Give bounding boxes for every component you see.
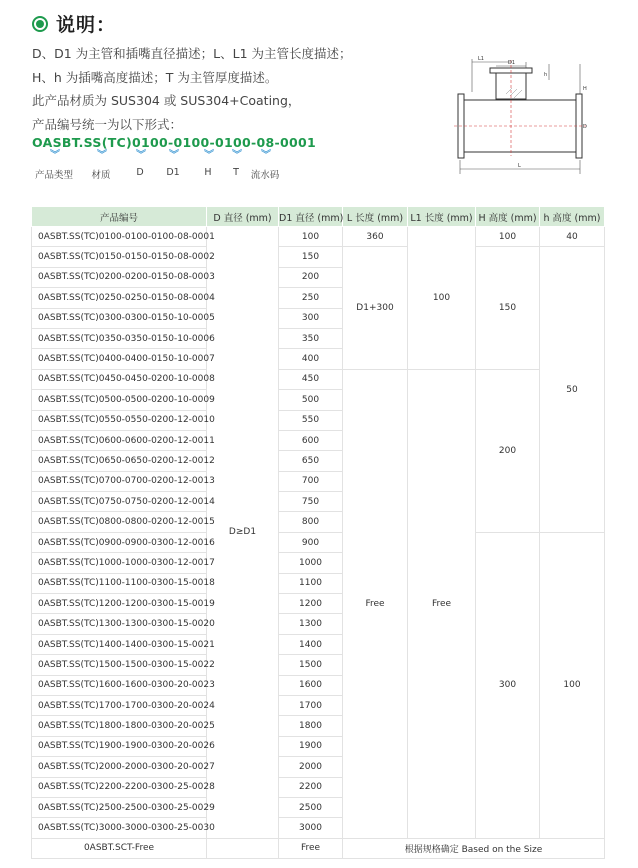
col-header: h 高度 (mm) [540,207,605,227]
d1-diameter-cell: 550 [279,410,343,430]
table-row [32,369,605,389]
chevron-down-icon: ︾ [232,150,240,161]
product-code-cell: 0ASBT.SS(TC)1200-1200-0300-15-0019 [32,594,207,614]
d1-diameter-cell: 500 [279,390,343,410]
d1-diameter-cell: 1600 [279,675,343,695]
d1-diameter-cell: 350 [279,328,343,348]
d1-diameter-cell: 750 [279,492,343,512]
product-code-cell: 0ASBT.SS(TC)3000-3000-0300-25-0030 [32,818,207,838]
product-code-cell: 0ASBT.SS(TC)0800-0800-0200-12-0015 [32,512,207,532]
section-heading [32,10,116,37]
product-code-cell: 0ASBT.SS(TC)1100-1100-0300-15-0018 [32,573,207,593]
description-line: 产品编号统一为以下形式： [32,116,183,132]
d1-diameter-cell: 1700 [279,695,343,715]
col-header: D 直径 (mm) [207,207,279,227]
d1-diameter-cell: 450 [279,369,343,389]
d1-diameter-cell: 1900 [279,736,343,756]
col-header: D1 直径 (mm) [279,207,343,227]
dim-label-d1: D1 [508,60,516,66]
legend-item: ︾ T [232,150,240,178]
product-code-cell: 0ASBT.SS(TC)1500-1500-0300-15-0022 [32,655,207,675]
legend-item: ︾ D1 [166,150,180,178]
d1-diameter-cell: 3000 [279,818,343,838]
product-code-cell: 0ASBT.SS(TC)0350-0350-0150-10-0006 [32,328,207,348]
dim-label-l1: L1 [478,56,484,62]
d1-diameter-cell: 1300 [279,614,343,634]
table-row [32,227,605,247]
legend-item: ︾ D [136,150,144,178]
product-code-cell: 0ASBT.SS(TC)1900-1900-0300-20-0026 [32,736,207,756]
dim-label-l: L [518,163,521,169]
d1-diameter-cell: 300 [279,308,343,328]
col-header: H 高度 (mm) [476,207,540,227]
product-code-cell: 0ASBT.SS(TC)0500-0500-0200-10-0009 [32,390,207,410]
code-legend [0,151,320,187]
h-small-height-cell: 50 [540,247,605,532]
h-small-height-cell: 40 [540,227,605,247]
d1-diameter-cell: 700 [279,471,343,491]
code-format: OASBT.SS(TC)0100-0100-0100-08-0001 [32,135,316,150]
d1-diameter-cell: 900 [279,532,343,552]
d1-diameter-cell: 800 [279,512,343,532]
h-height-cell: 100 [476,227,540,247]
tee-pipe-diagram [452,56,602,186]
d1-diameter-cell: 100 [279,227,343,247]
size-note-cell: 根据规格确定 Based on the Size [343,838,605,858]
description-line: D、D1 为主管和插嘴直径描述；L、L1 为主管长度描述； [32,46,352,61]
col-header: L 长度 (mm) [343,207,408,227]
product-code-cell: 0ASBT.SS(TC)0400-0400-0150-10-0007 [32,349,207,369]
d1-diameter-cell: 1500 [279,655,343,675]
chevron-down-icon: ︾ [96,150,105,161]
product-code-cell: 0ASBT.SS(TC)1000-1000-0300-12-0017 [32,553,207,573]
d1-diameter-cell: 1100 [279,573,343,593]
d-diameter-cell [207,838,279,858]
d1-diameter-cell: 400 [279,349,343,369]
chevron-down-icon: ︾ [49,150,58,161]
product-code-cell: 0ASBT.SS(TC)0250-0250-0150-08-0004 [32,288,207,308]
d1-diameter-cell: 250 [279,288,343,308]
product-code-cell: 0ASBT.SS(TC)0150-0150-0150-08-0002 [32,247,207,267]
dim-label-h-big: H [583,86,587,92]
product-code-cell: 0ASBT.SS(TC)0450-0450-0200-10-0008 [32,369,207,389]
h-height-cell: 300 [476,532,540,838]
product-code-cell: 0ASBT.SS(TC)0650-0650-0200-12-0012 [32,451,207,471]
h-height-cell: 150 [476,247,540,369]
l1-length-cell: Free [408,369,476,838]
product-code-cell: 0ASBT.SS(TC)1600-1600-0300-20-0023 [32,675,207,695]
h-height-cell: 200 [476,369,540,532]
product-code-cell: 0ASBT.SS(TC)1800-1800-0300-20-0025 [32,716,207,736]
l-length-cell: 360 [343,227,408,247]
d1-diameter-cell: 1200 [279,594,343,614]
col-header: 产品编号 [32,207,207,227]
product-code-cell: 0ASBT.SS(TC)0750-0750-0200-12-0014 [32,492,207,512]
product-code-cell: 0ASBT.SS(TC)2200-2200-0300-25-0028 [32,777,207,797]
legend-item: ︾ H [204,150,212,178]
table-row [32,532,605,552]
product-code-cell: 0ASBT.SS(TC)0300-0300-0150-10-0005 [32,308,207,328]
l-length-cell: D1+300 [343,247,408,369]
product-code-cell: 0ASBT.SS(TC)1400-1400-0300-15-0021 [32,634,207,654]
product-code-cell: 0ASBT.SS(TC)0550-0550-0200-12-0010 [32,410,207,430]
description-block [32,42,362,136]
product-code-cell: 0ASBT.SCT-Free [32,838,207,858]
dim-label-d: D [583,124,587,130]
product-code-cell: 0ASBT.SS(TC)0700-0700-0200-12-0013 [32,471,207,491]
table-header-row [32,207,605,227]
d1-diameter-cell: 150 [279,247,343,267]
col-header: L1 长度 (mm) [408,207,476,227]
product-code-cell: 0ASBT.SS(TC)2000-2000-0300-20-0027 [32,757,207,777]
product-code-cell: 0ASBT.SS(TC)0200-0200-0150-08-0003 [32,267,207,287]
d1-diameter-cell: Free [279,838,343,858]
product-code-cell: 0ASBT.SS(TC)2500-2500-0300-25-0029 [32,797,207,817]
product-code-cell: 0ASBT.SS(TC)0100-0100-0100-08-0001 [32,227,207,247]
section-title: 说明： [56,14,117,36]
product-code-cell: 0ASBT.SS(TC)0600-0600-0200-12-0011 [32,430,207,450]
product-code-cell: 0ASBT.SS(TC)1300-1300-0300-15-0020 [32,614,207,634]
d1-diameter-cell: 650 [279,451,343,471]
chevron-down-icon: ︾ [136,150,144,161]
d1-diameter-cell: 2200 [279,777,343,797]
legend-item: ︾ 流水码 [250,150,280,181]
d1-diameter-cell: 1000 [279,553,343,573]
table-row [32,838,605,858]
description-line: H、h 为插嘴高度描述；T 为主管厚度描述。 [32,69,278,85]
d1-diameter-cell: 600 [279,430,343,450]
d1-diameter-cell: 2500 [279,797,343,817]
legend-item: ︾ 材质 [91,150,111,181]
product-code-cell: 0ASBT.SS(TC)0900-0900-0300-12-0016 [32,532,207,552]
l-length-cell: Free [343,369,408,838]
d1-diameter-cell: 1400 [279,634,343,654]
d1-diameter-cell: 2000 [279,757,343,777]
h-small-height-cell: 100 [540,532,605,838]
d1-diameter-cell: 200 [279,267,343,287]
l1-length-cell: 100 [408,227,476,370]
d-diameter-cell: D≥D1 [207,227,279,839]
table-row [32,247,605,267]
spec-table [31,206,605,859]
d1-diameter-cell: 1800 [279,716,343,736]
bullet-icon [32,16,48,32]
chevron-down-icon: ︾ [168,150,177,161]
legend-item: ︾ 产品类型 [34,150,74,181]
dim-label-h-small: h [544,72,548,78]
description-line: 此产品材质为 SUS304 或 SUS304+Coating， [32,93,301,108]
product-code-cell: 0ASBT.SS(TC)1700-1700-0300-20-0024 [32,695,207,715]
chevron-down-icon: ︾ [260,150,269,161]
chevron-down-icon: ︾ [204,150,212,161]
